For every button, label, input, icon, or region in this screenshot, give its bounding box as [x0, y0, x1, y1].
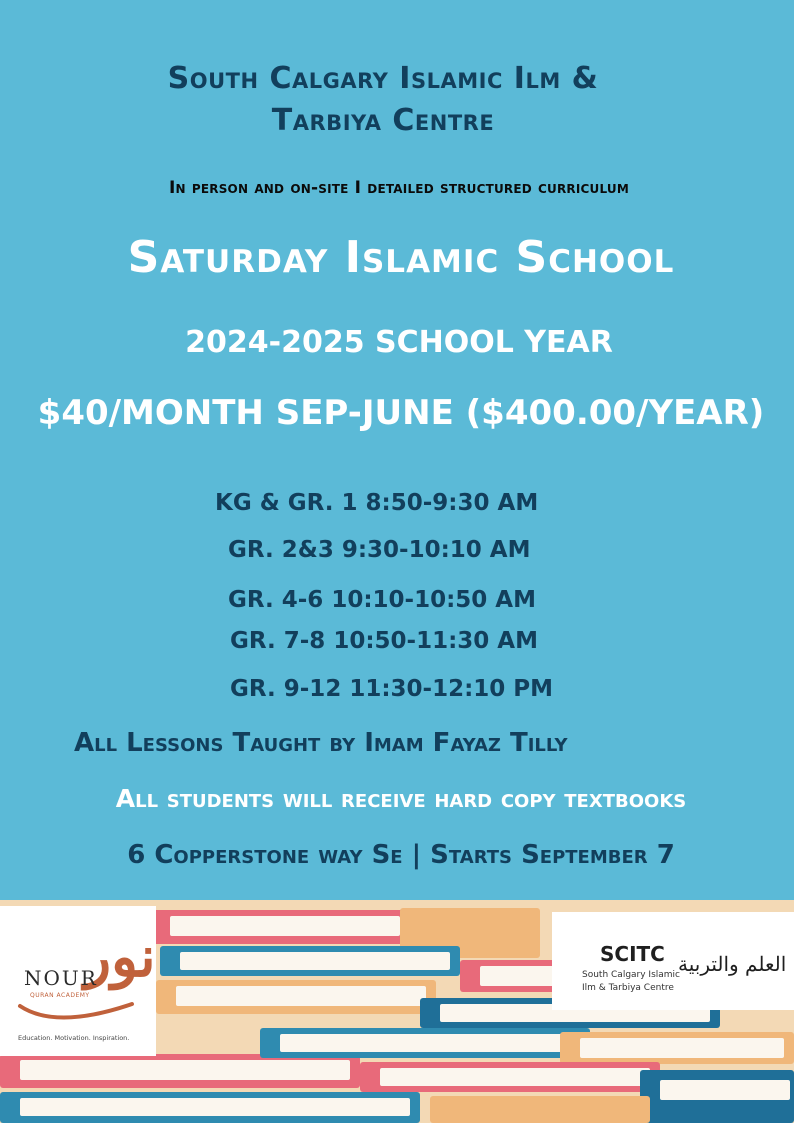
org-title — [0, 58, 780, 142]
textbooks-info: All students will receive hard copy textbooks — [115, 784, 687, 813]
school-year: 2024-2025 SCHOOL YEAR — [185, 325, 613, 360]
scitc-logo-name: SCITC — [600, 942, 665, 966]
scitc-logo — [552, 912, 794, 1010]
org-title-line2: Tarbiya Centre — [271, 103, 495, 138]
scitc-logo-line1: South Calgary Islamic — [582, 970, 681, 980]
tagline: In person and on-site I detailed structured curriculum — [169, 178, 629, 198]
book-pages — [380, 1068, 650, 1086]
book-pages — [280, 1034, 580, 1052]
book — [430, 1096, 650, 1123]
scitc-arabic-calligraphy: العلم والتربية — [678, 952, 787, 976]
swoosh-icon — [16, 1000, 136, 1028]
schedule-item: GR. 7-8 10:50-11:30 AM — [230, 628, 538, 654]
main-title: Saturday Islamic School — [127, 232, 675, 283]
book-pages — [20, 1060, 350, 1080]
address-info: 6 Copperstone way Se | Starts September 7 — [127, 840, 675, 870]
nour-logo-slogan: Education. Motivation. Inspiration. — [18, 1034, 130, 1042]
nour-logo-name: NOUR — [24, 966, 98, 990]
book-pages — [660, 1080, 790, 1100]
schedule-item: GR. 4-6 10:10-10:50 AM — [228, 587, 536, 613]
book-pages — [180, 952, 450, 970]
schedule-item: KG & GR. 1 8:50-9:30 AM — [215, 490, 539, 516]
nour-logo-subtitle: QURAN ACADEMY — [30, 992, 90, 999]
nour-calligraphy-mark: نور — [84, 924, 156, 990]
nour-academy-logo — [0, 906, 156, 1056]
schedule-item: GR. 2&3 9:30-10:10 AM — [228, 537, 531, 563]
book-pages — [176, 986, 426, 1006]
schedule-item: GR. 9-12 11:30-12:10 PM — [230, 676, 554, 702]
book-pages — [170, 916, 400, 936]
book-pages — [20, 1098, 410, 1116]
scitc-logo-line2: Ilm & Tarbiya Centre — [582, 983, 674, 993]
teacher-info: All Lessons Taught by Imam Fayaz Tilly — [74, 728, 568, 758]
org-title-line1: South Calgary Islamic Ilm & — [167, 61, 599, 96]
book-pages — [580, 1038, 784, 1058]
price-info: $40/MONTH SEP-JUNE ($400.00/YEAR) — [37, 393, 765, 433]
